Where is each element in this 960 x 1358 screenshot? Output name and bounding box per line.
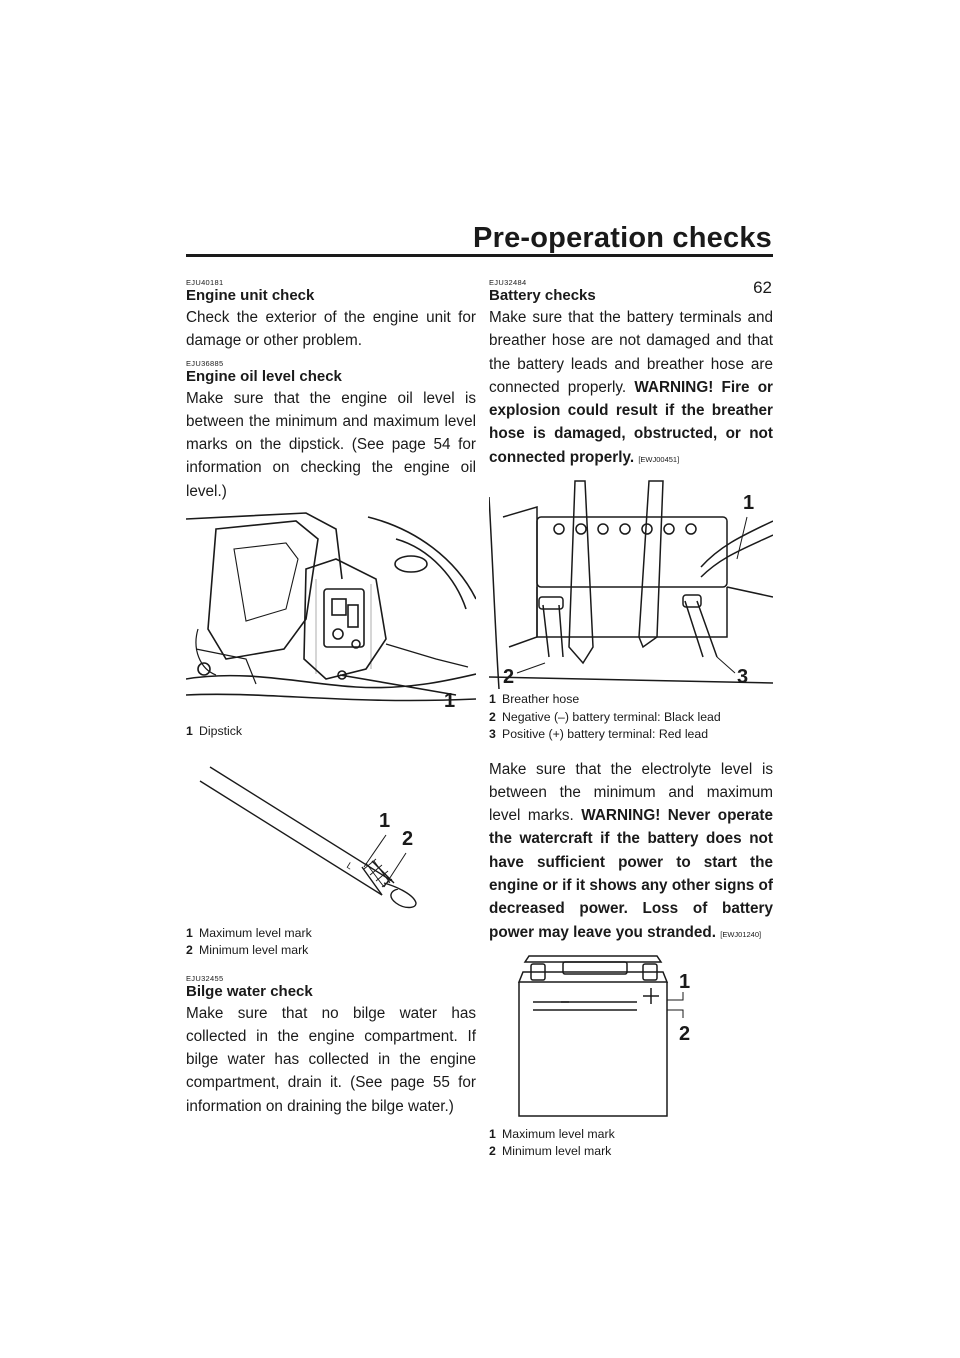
caption-item xyxy=(489,691,773,709)
caption-item xyxy=(489,1126,773,1144)
caption-text: Minimum level mark xyxy=(502,1144,612,1159)
section-code: EJU36885 xyxy=(186,358,224,368)
callout-1: 1 xyxy=(444,690,456,713)
left-column xyxy=(186,276,476,1124)
engine-oil-text: Make sure that the engine oil level is between the minimum and maximum level marks on the dipstick. (See page 54 for information on checking the engine oil level.) xyxy=(186,389,476,500)
section-title-engine-oil: Engine oil level check xyxy=(186,367,342,385)
section-title-engine-unit: Engine unit check xyxy=(186,287,315,304)
caption-text: Breather hose xyxy=(502,692,580,707)
caption-number: 1 xyxy=(186,724,193,739)
engine-compartment-illustration xyxy=(186,509,476,717)
caption-text: Dipstick xyxy=(199,724,243,739)
electrolyte-level-figure xyxy=(489,952,773,1122)
callout-1: 1 xyxy=(379,809,391,832)
battery-body: Make sure that the battery terminals and breather hose are not damaged and that the battery leads and breather hose are connected properly. xyxy=(489,309,773,396)
section-code: EJU32484 xyxy=(489,278,527,287)
warning-text: WARNING! Fire or explosion could result if the breather hose is damaged, obstructed, or not connected properly. xyxy=(489,378,774,466)
dipstick-level-caption-list xyxy=(186,925,476,960)
battery-terminals-caption-list xyxy=(489,691,773,744)
page-number: 62 xyxy=(753,278,772,297)
section-code: EJU32455 xyxy=(186,973,224,983)
header-rule xyxy=(186,254,773,257)
dipstick-illustration xyxy=(186,763,476,915)
electrolyte-text xyxy=(489,758,773,946)
caption-item xyxy=(186,723,476,741)
caption-number: 2 xyxy=(186,943,193,958)
battery-terminals-figure xyxy=(489,477,773,689)
warning-code: [EWJ01240] xyxy=(720,929,762,939)
caption-number: 2 xyxy=(489,1144,496,1159)
caption-item xyxy=(489,709,773,727)
section-title-bilge-water: Bilge water check xyxy=(186,982,313,1000)
svg-text:L: L xyxy=(344,859,355,871)
caption-item xyxy=(186,942,476,960)
caption-number: 2 xyxy=(489,709,496,724)
caption-number: 3 xyxy=(489,727,496,742)
electrolyte-body: Make sure that the electrolyte level is between the minimum and maximum level marks. xyxy=(489,760,773,825)
callout-2: 2 xyxy=(402,827,414,850)
caption-item xyxy=(489,1143,773,1161)
caption-item xyxy=(489,726,773,744)
callout-3: 3 xyxy=(737,666,749,689)
caption-number: 1 xyxy=(489,1126,496,1141)
dipstick-caption-list xyxy=(186,723,476,741)
caption-number: 1 xyxy=(489,692,496,707)
battery-side-illustration xyxy=(489,952,773,1122)
caption-number: 1 xyxy=(186,925,193,940)
caption-text: Negative (–) battery terminal: Black lead xyxy=(502,709,721,724)
dipstick-level-figure xyxy=(186,763,476,915)
caption-text: Maximum level mark xyxy=(199,925,312,940)
caption-text: Positive (+) battery terminal: Red lead xyxy=(502,727,709,742)
caption-item xyxy=(186,925,476,943)
warning-text: WARNING! Never operate the watercraft if the battery does not have sufficient power to start the engine or if it shows any other signs of decreased power. Loss of battery power may leave you stranded. xyxy=(489,807,773,941)
callout-1: 1 xyxy=(743,492,755,515)
caption-text: Minimum level mark xyxy=(199,943,309,958)
callout-1: 1 xyxy=(679,970,691,993)
bilge-water-text: Make sure that no bilge water has collected in the engine compartment. If bilge water has collected in the engine compartment, drain it. (See page 55 for information on draining the bilge water.) xyxy=(186,1004,476,1115)
section-title-battery: Battery checks xyxy=(489,287,596,304)
battery-text xyxy=(489,306,773,471)
dipstick-location-figure xyxy=(186,509,476,717)
battery-top-illustration xyxy=(489,477,773,689)
page-title: Pre-operation checks xyxy=(473,222,772,254)
engine-unit-text: Check the exterior of the engine unit for damage or other problem. xyxy=(186,309,476,350)
electrolyte-caption-list xyxy=(489,1126,773,1161)
caption-text: Maximum level mark xyxy=(502,1126,615,1141)
warning-code: [EWJ00451] xyxy=(638,454,680,464)
callout-2: 2 xyxy=(679,1022,691,1045)
section-code: EJU40181 xyxy=(186,278,224,287)
right-column xyxy=(489,276,773,1175)
callout-2: 2 xyxy=(503,666,515,689)
